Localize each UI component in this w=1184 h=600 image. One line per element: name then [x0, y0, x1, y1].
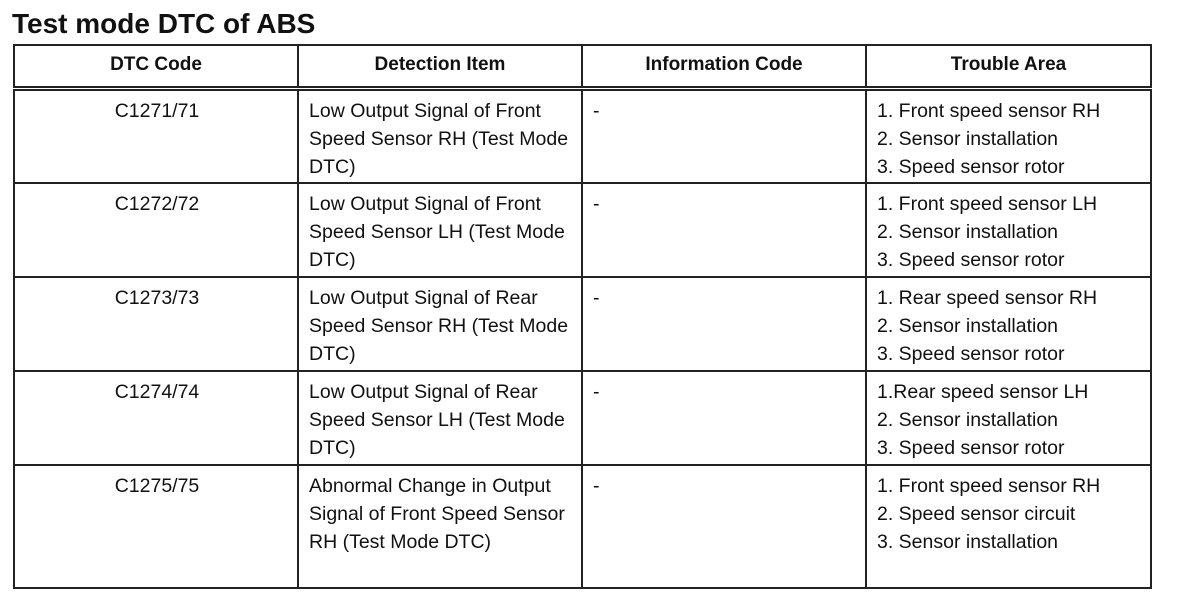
- trouble-area-item: 1. Front speed sensor RH: [877, 100, 1101, 122]
- trouble-area-item: 1. Front speed sensor RH: [877, 474, 1101, 497]
- trouble-area-item: 2. Sensor installation: [877, 128, 1059, 150]
- header-information-code: Information Code: [582, 45, 866, 89]
- trouble-area-item: 3. Speed sensor rotor: [877, 248, 1065, 271]
- information-code-cell: -: [582, 89, 866, 183]
- information-code-cell: -: [582, 465, 866, 588]
- table-row: [14, 465, 1151, 588]
- dtc-code-cell: C1275/75: [14, 465, 298, 588]
- header-trouble-area: Trouble Area: [866, 45, 1151, 89]
- table-row: [14, 277, 1151, 371]
- trouble-area-cell: [866, 465, 1151, 588]
- trouble-area-item: 1. Front speed sensor LH: [877, 192, 1098, 215]
- trouble-area-item: 2. Sensor installation: [877, 220, 1059, 243]
- trouble-area-item: 1.Rear speed sensor LH: [877, 380, 1089, 403]
- table-header-row: [14, 45, 1151, 89]
- information-code-cell: -: [582, 183, 866, 277]
- dtc-table: [13, 44, 1152, 589]
- detection-item-text: Low Output Signal of Front Speed Sensor RH (Test Mode DTC): [309, 100, 569, 178]
- detection-item-text: Abnormal Change in Output Signal of Front Speed Sensor RH (Test Mode DTC): [309, 474, 565, 553]
- trouble-area-cell: [866, 183, 1151, 277]
- dtc-code-cell: C1274/74: [14, 371, 298, 465]
- trouble-area-cell: [866, 89, 1151, 183]
- table-row: [14, 371, 1151, 465]
- trouble-area-item: 1. Rear speed sensor RH: [877, 286, 1098, 309]
- trouble-area-item: 2. Speed sensor circuit: [877, 502, 1076, 525]
- trouble-area-cell: [866, 277, 1151, 371]
- detection-item-text: Low Output Signal of Rear Speed Sensor RH (Test Mode DTC): [309, 286, 569, 365]
- trouble-area-cell: [866, 371, 1151, 465]
- trouble-area-item: 3. Speed sensor rotor: [877, 156, 1065, 178]
- table-row: [14, 183, 1151, 277]
- trouble-area-item: 3. Speed sensor rotor: [877, 342, 1065, 365]
- header-detection-item: Detection Item: [298, 45, 582, 89]
- detection-item-cell: [298, 371, 582, 465]
- page-title: Test mode DTC of ABS: [12, 8, 316, 39]
- detection-item-text: Low Output Signal of Front Speed Sensor LH (Test Mode DTC): [309, 192, 565, 271]
- trouble-area-item: 2. Sensor installation: [877, 408, 1059, 431]
- detection-item-cell: [298, 89, 582, 183]
- detection-item-cell: [298, 277, 582, 371]
- information-code-cell: -: [582, 371, 866, 465]
- detection-item-cell: [298, 465, 582, 588]
- dtc-code-cell: C1271/71: [14, 89, 298, 183]
- detection-item-cell: [298, 183, 582, 277]
- dtc-code-cell: C1272/72: [14, 183, 298, 277]
- header-dtc-code: DTC Code: [14, 45, 298, 89]
- detection-item-text: Low Output Signal of Rear Speed Sensor LH (Test Mode DTC): [309, 380, 565, 459]
- table-row: [14, 89, 1151, 183]
- trouble-area-item: 3. Speed sensor rotor: [877, 436, 1065, 459]
- trouble-area-item: 3. Sensor installation: [877, 530, 1059, 553]
- trouble-area-item: 2. Sensor installation: [877, 314, 1059, 337]
- dtc-code-cell: C1273/73: [14, 277, 298, 371]
- information-code-cell: -: [582, 277, 866, 371]
